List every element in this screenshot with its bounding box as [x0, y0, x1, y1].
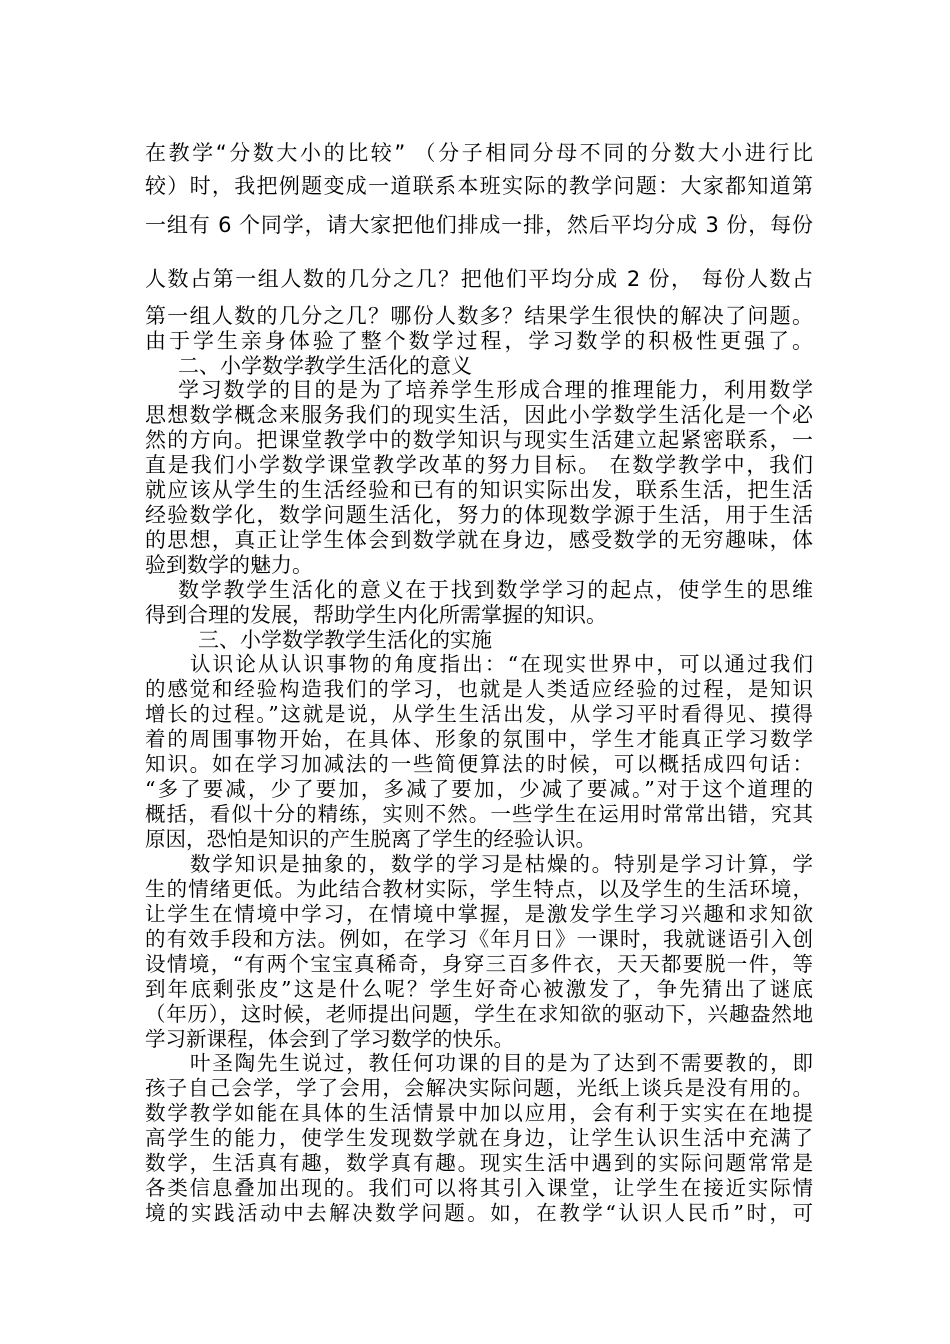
text-line: 思想数学概念来服务我们的现实生活，因此小学数学生活化是一个必 — [145, 403, 813, 427]
text-line: 的感觉和经验构造我们的学习，也就是人类适应经验的过程，是知识 — [145, 677, 813, 701]
text-line: 数学教学生活化的意义在于找到数学学习的起点，使学生的思维 — [178, 578, 813, 602]
text-line: 境的实践活动中去解决数学问题。如，在教学“认识人民币”时，可 — [145, 1201, 813, 1225]
text-line: 概括，看似十分的精练，实则不然。一些学生在运用时常常出错，究其 — [145, 802, 813, 826]
text-line: 较）时，我把例题变成一道联系本班实际的教学问题：大家都知道第 — [145, 174, 813, 198]
text-line: 设情境，“有两个宝宝真稀奇，身穿三百多件衣，天天都要脱一件，等 — [145, 952, 813, 976]
text-line: 得到合理的发展，帮助学生内化所需掌握的知识。 — [145, 603, 607, 627]
text-line: 到年底剩张皮”这是什么呢？学生好奇心被激发了，争先猜出了谜底 — [145, 977, 813, 1001]
text-line: “多了要减，少了要加，多减了要加，少减了要减。”对于这个道理的 — [145, 777, 813, 801]
text-line: 二、小学数学教学生活化的意义 — [178, 354, 472, 378]
text-line: 数学知识是抽象的，数学的学习是枯燥的。特别是学习计算，学 — [190, 852, 813, 876]
text-line: 孩子自己会学，学了会用，会解决实际问题，光纸上谈兵是没有用的。 — [145, 1076, 813, 1100]
text-line: 的思想，真正让学生体会到数学就在身边，感受数学的无穷趣味，体 — [145, 528, 813, 552]
text-line: 的有效手段和方法。例如，在学习《年月日》一课时，我就谜语引入创 — [145, 927, 813, 951]
text-line: 叶圣陶先生说过，教任何功课的目的是为了达到不需要教的，即 — [190, 1051, 813, 1075]
text-line: 直是我们小学数学课堂教学改革的努力目标。 在数学教学中，我们 — [145, 453, 813, 477]
text-line: 学习新课程，体会到了学习数学的快乐。 — [145, 1027, 514, 1051]
text-line: 数学，生活真有趣，数学真有趣。现实生活中遇到的实际问题常常是 — [145, 1151, 813, 1175]
text-line: 增长的过程。”这就是说，从学生生活出发，从学习平时看得见、摸得 — [145, 702, 813, 726]
text-line: 由于学生亲身体验了整个数学过程，学习数学的积极性更强了。 — [145, 329, 813, 353]
text-line: 让学生在情境中学习，在情境中掌握，是激发学生学习兴趣和求知欲 — [145, 902, 813, 926]
text-line: 在教学“分数大小的比较” （分子相同分母不同的分数大小进行比 — [145, 141, 813, 165]
text-line: 学习数学的目的是为了培养学生形成合理的推理能力，利用数学 — [178, 378, 813, 402]
text-line: 经验数学化，数学问题生活化，努力的体现数学源于生活，用于生活 — [145, 503, 813, 527]
text-line: （年历），这时候，老师提出问题，学生在求知欲的驱动下，兴趣盎然地 — [145, 1002, 813, 1026]
text-line: 三、小学数学教学生活化的实施 — [198, 628, 492, 652]
text-line: 着的周围事物开始，在具体、形象的氛围中，学生才能真正学习数学 — [145, 727, 813, 751]
text-line: 认识论从认识事物的角度指出：“在现实世界中，可以通过我们 — [190, 652, 813, 676]
text-line: 高学生的能力，使学生发现数学就在身边，让学生认识生活中充满了 — [145, 1126, 813, 1150]
text-line: 生的情绪更低。为此结合教材实际，学生特点，以及学生的生活环境， — [145, 877, 813, 901]
text-line: 人数占第一组人数的几分之几？把他们平均分成 2 份， 每份人数占 — [145, 267, 813, 291]
text-line: 然的方向。把课堂教学中的数学知识与现实生活建立起紧密联系，一 — [145, 428, 813, 452]
text-line: 知识。如在学习加减法的一些简便算法的时候，可以概括成四句话： — [145, 752, 813, 776]
text-line: 第一组人数的几分之几？哪份人数多？结果学生很快的解决了问题。 — [145, 304, 813, 328]
text-line: 验到数学的魅力。 — [145, 553, 313, 577]
text-line: 一组有 6 个同学，请大家把他们排成一排，然后平均分成 3 份，每份 — [145, 213, 813, 237]
text-line: 各类信息叠加出现的。我们可以将其引入课堂，让学生在接近实际情 — [145, 1176, 813, 1200]
text-line: 数学教学如能在具体的生活情景中加以应用，会有利于实实在在地提 — [145, 1101, 813, 1125]
text-line: 原因，恐怕是知识的产生脱离了学生的经验认识。 — [145, 827, 596, 851]
text-line: 就应该从学生的生活经验和已有的知识实际出发，联系生活，把生活 — [145, 478, 813, 502]
